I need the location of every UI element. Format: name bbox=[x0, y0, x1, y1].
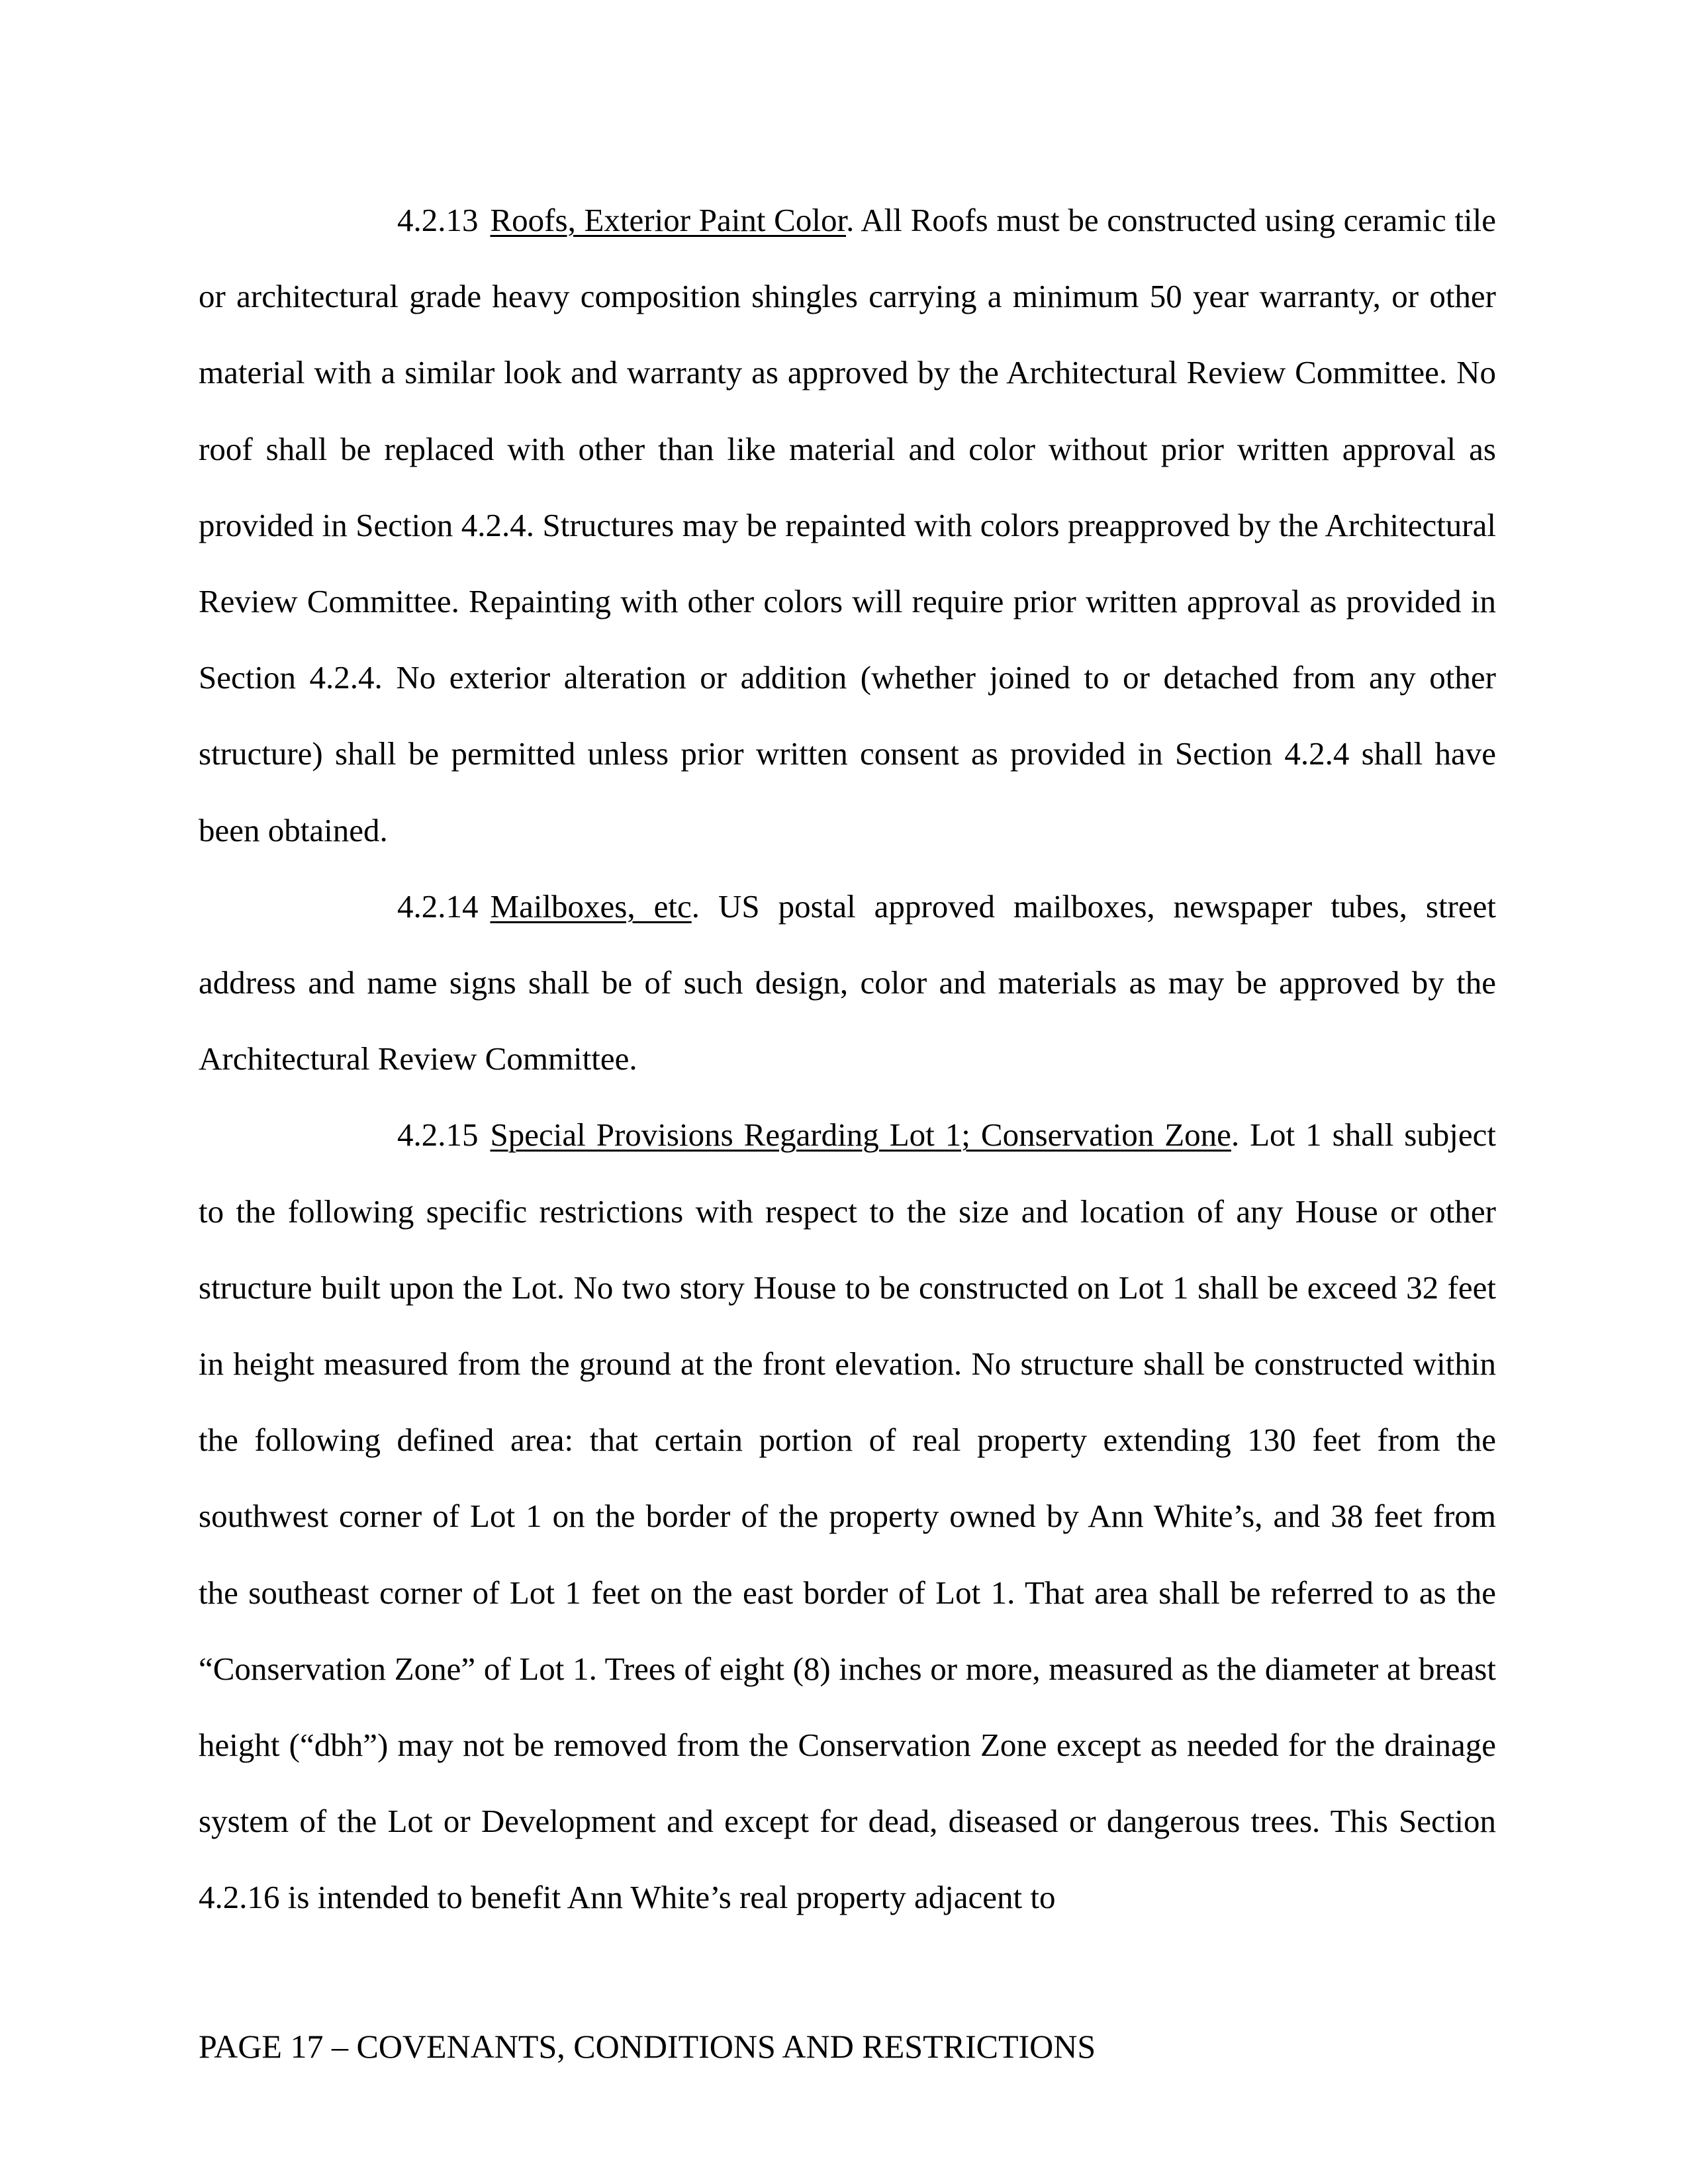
section-heading: Mailboxes, etc bbox=[490, 887, 692, 925]
section-number: 4.2.15 bbox=[397, 1116, 479, 1154]
section-4-2-13 bbox=[199, 182, 1496, 868]
section-4-2-14 bbox=[199, 868, 1496, 1097]
section-text: . Lot 1 shall subject to the following specific restrictions with respect to the size and location of any House or other structure built upon the Lot. No two story House to be constructed on Lot 1 shall be exceed 32 feet in height measured from the ground at the front elevation. No structure shall be constructed within the following defined area: that certain portion of real property extending 130 feet from the southwest corner of Lot 1 on the border of the property owned by Ann White’s, and 38 feet from the southeast corner of Lot 1 feet on the east border of Lot 1. That area shall be referred to as the “Conservation Zone” of Lot 1. Trees of eight (8) inches or more, measured as the diameter at breast height (“dbh”) may not be removed from the Conservation Zone except as needed for the drainage system of the Lot or Development and except for dead, diseased or dangerous trees. This Section 4.2.16 is intended to benefit Ann White’s real property adjacent to bbox=[199, 1116, 1496, 1916]
section-heading: Special Provisions Regarding Lot 1; Conservation Zone bbox=[490, 1116, 1231, 1154]
section-text: . US postal approved mailboxes, newspaper tubes, street address and name signs shall be of such design, color and materials as may be approved by the Architectural Review Committee. bbox=[199, 887, 1496, 1077]
document-body bbox=[199, 182, 1496, 1936]
section-text: . All Roofs must be constructed using ceramic tile or architectural grade heavy composition shingles carrying a minimum 50 year warranty, or other material with a similar look and warranty as approved by the Architectural Review Committee. No roof shall be replaced with other than like material and color without prior written approval as provided in Section 4.2.4. Structures may be repainted with colors preapproved by the Architectural Review Committee. Repainting with other colors will require prior written approval as provided in Section 4.2.4. No exterior alteration or addition (whether joined to or detached from any other structure) shall be permitted unless prior written consent as provided in Section 4.2.4 shall have been obtained. bbox=[199, 202, 1496, 848]
section-number: 4.2.13 bbox=[397, 202, 479, 238]
section-4-2-15 bbox=[199, 1097, 1496, 1935]
page-footer: PAGE 17 – COVENANTS, CONDITIONS AND RESTRICTIONS bbox=[199, 2028, 1096, 2065]
section-heading: Roofs, Exterior Paint Color bbox=[490, 202, 847, 238]
section-number: 4.2.14 bbox=[397, 887, 479, 925]
